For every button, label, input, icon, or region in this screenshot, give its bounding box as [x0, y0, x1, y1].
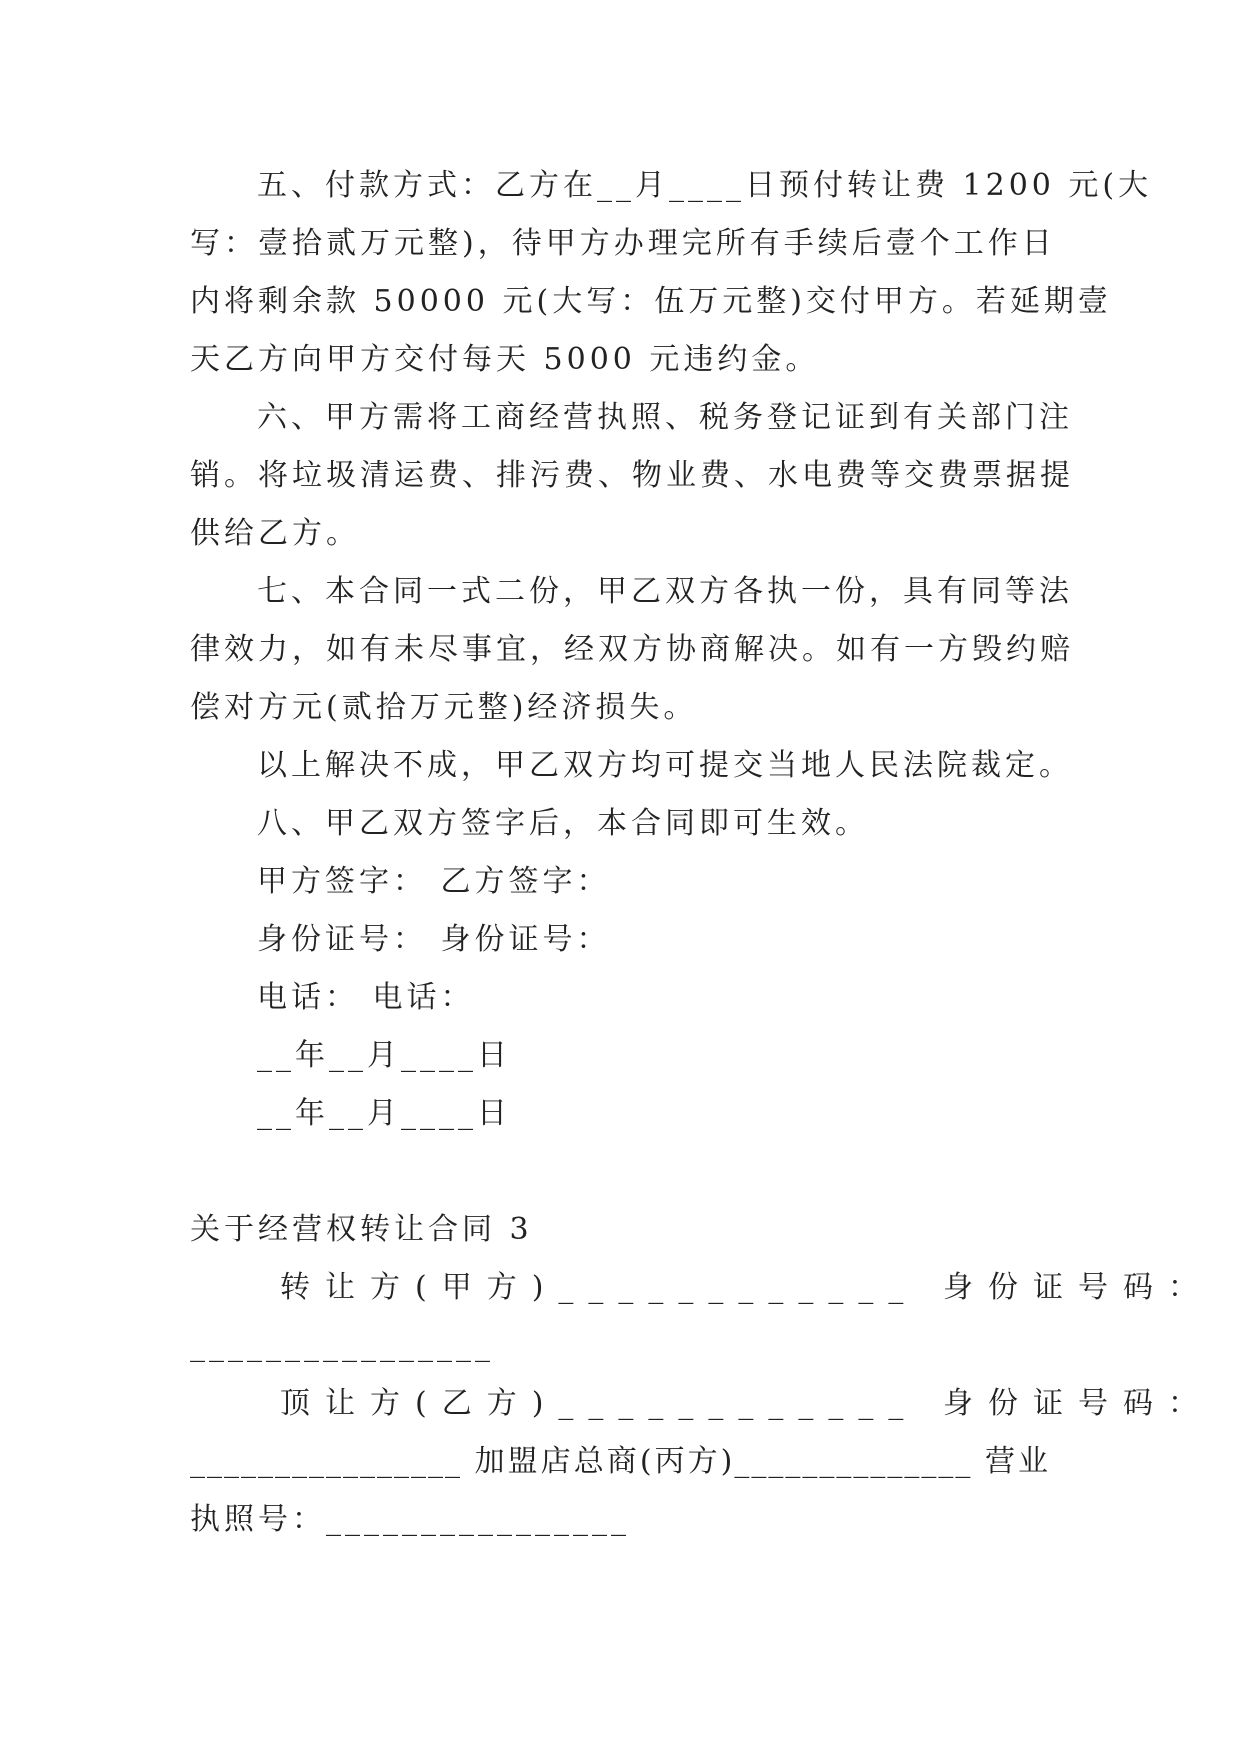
section6-line3: 供给乙方。 — [190, 516, 360, 551]
dispute-clause: 以上解决不成，甲乙双方均可提交当地人民法院裁定。 — [257, 748, 1073, 783]
contract3-title: 关于经营权转让合同 3 — [190, 1212, 533, 1247]
transferor-blank-line: ________________ — [190, 1328, 494, 1363]
section6-line1: 六、甲方需将工商经营执照、税务登记证到有关部门注 — [257, 400, 1073, 435]
date-line-2: __年__月____日 — [257, 1096, 511, 1131]
date-line-1: __年__月____日 — [257, 1038, 511, 1073]
section5-line4: 天乙方向甲方交付每天 5000 元违约金。 — [190, 342, 820, 377]
signature-line: 甲方签字： 乙方签字： — [257, 864, 611, 899]
id-number-line: 身份证号： 身份证号： — [257, 922, 611, 957]
section7-line1: 七、本合同一式二份，甲乙双方各执一份，具有同等法 — [257, 574, 1073, 609]
phone-line: 电话： 电话： — [257, 980, 475, 1015]
section7-line3: 偿对方元(贰拾万元整)经济损失。 — [190, 690, 698, 725]
section8-line: 八、甲乙双方签字后，本合同即可生效。 — [257, 806, 869, 841]
transferee-line: 顶让方(乙方)____________ 身份证号码： — [280, 1386, 1213, 1421]
section5-line1: 五、付款方式：乙方在__月____日预付转让费 1200 元(大 — [257, 168, 1153, 203]
franchise-line: ________________ 加盟店总商(丙方)______________ 营业 — [190, 1444, 1050, 1479]
license-line: 执照号：________________ — [190, 1502, 630, 1537]
section6-line2: 销。将垃圾清运费、排污费、物业费、水电费等交费票据提 — [190, 458, 1074, 493]
section5-line2: 写：壹拾贰万元整)，待甲方办理完所有手续后壹个工作日 — [190, 226, 1056, 261]
transferor-line: 转让方(甲方)____________ 身份证号码： — [280, 1270, 1213, 1305]
section5-line3: 内将剩余款 50000 元(大写：伍万元整)交付甲方。若延期壹 — [190, 284, 1112, 319]
section7-line2: 律效力，如有未尽事宜，经双方协商解决。如有一方毁约赔 — [190, 632, 1074, 667]
